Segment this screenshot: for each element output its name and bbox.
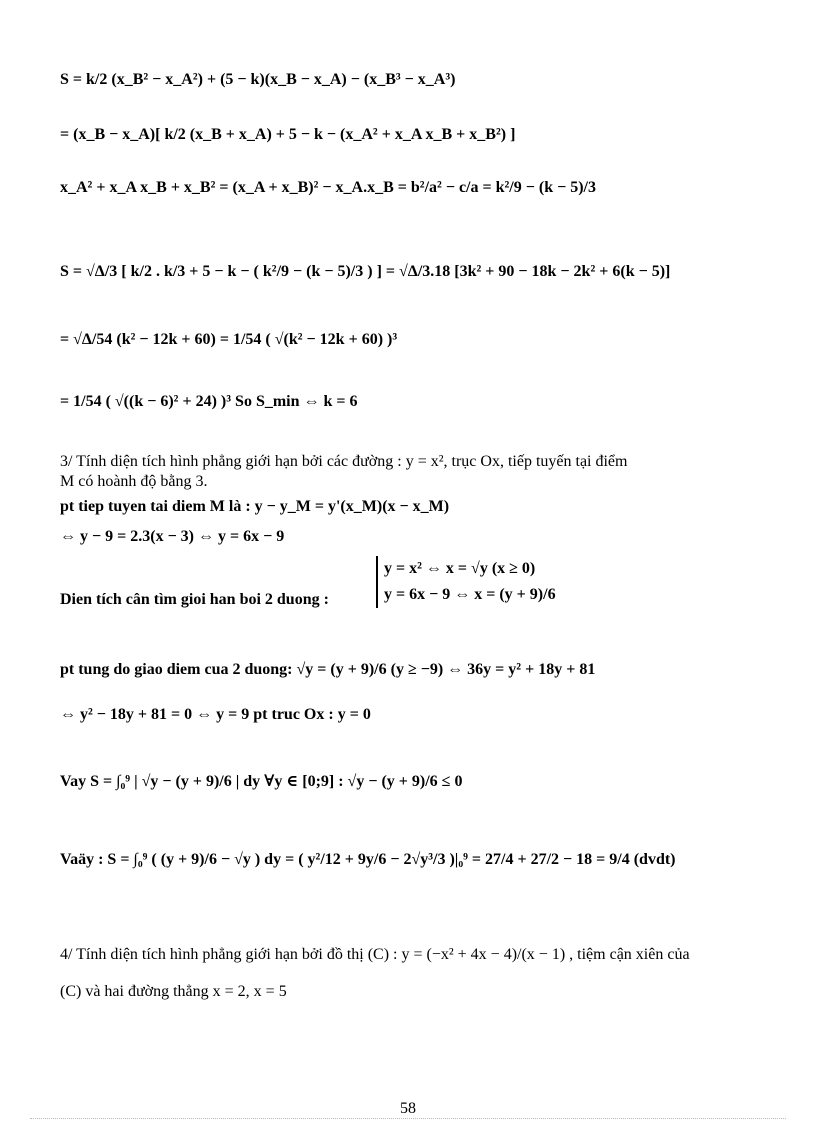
system-of-equations	[376, 556, 556, 608]
equation-5: = √Δ/54 (k² − 12k + 60) = 1/54 ( √(k² − 12k + 60) )³	[60, 331, 398, 348]
equation-11: ⇔ y² − 18y + 81 = 0 ⇔ y = 9 pt truc Ox : y = 0	[60, 706, 371, 723]
equation-12: Vay S = ∫₀⁹ | √y − (y + 9)/6 | dy ∀y ∈ [0;9] : √y − (y + 9)/6 ≤ 0	[60, 773, 463, 790]
equation-1: S = k/2 (x_B² − x_A²) + (5 − k)(x_B − x_A) − (x_B³ − x_A³)	[60, 71, 456, 88]
equation-7: pt tiep tuyen tai diem M là : y − y_M = y'(x_M)(x − x_M)	[60, 498, 450, 515]
problem-3-text-line1: 3/ Tính diện tích hình phẳng giới hạn bởi các đường : y = x², trục Ox, tiếp tuyến tại điểm	[60, 453, 628, 470]
problem-4-text-line1: 4/ Tính diện tích hình phẳng giới hạn bởi đồ thị (C) : y = (−x² + 4x − 4)/(x − 1) , tiệm cận xiên của	[60, 946, 690, 963]
equation-2: = (x_B − x_A)[ k/2 (x_B + x_A) + 5 − k − (x_A² + x_A x_B + x_B²) ]	[60, 126, 516, 143]
problem-3-text-line2: M có hoành độ bằng 3.	[60, 473, 208, 490]
equation-8: ⇔ y − 9 = 2.3(x − 3) ⇔ y = 6x − 9	[60, 528, 285, 545]
page-number: 58	[400, 1100, 416, 1117]
footer-divider	[30, 1118, 786, 1119]
equation-4: S = √Δ/3 [ k/2 . k/3 + 5 − k − ( k²/9 − (k − 5)/3 ) ] = √Δ/3.18 [3k² + 90 − 18k − 2k² + 6(k − 5)]	[60, 263, 671, 280]
equation-10: pt tung do giao diem cua 2 duong: √y = (y + 9)/6 (y ≥ −9) ⇔ 36y = y² + 18y + 81	[60, 661, 596, 678]
problem-4-text-line2: (C) và hai đường thẳng x = 2, x = 5	[60, 983, 287, 1000]
system-line-2: y = 6x − 9 ⇔ x = (y + 9)/6	[384, 586, 556, 603]
equation-3: x_A² + x_A x_B + x_B² = (x_A + x_B)² − x_A.x_B = b²/a² − c/a = k²/9 − (k − 5)/3	[60, 179, 596, 196]
equation-6: = 1/54 ( √((k − 6)² + 24) )³ So S_min ⇔ k = 6	[60, 393, 358, 410]
system-line-1: y = x² ⇔ x = √y (x ≥ 0)	[384, 560, 536, 577]
equation-13: Vaäy : S = ∫₀⁹ ( (y + 9)/6 − √y ) dy = ( y²/12 + 9y/6 − 2√y³/3 )|₀⁹ = 27/4 + 27/2 − 18 = 9/4 (dvdt)	[60, 851, 676, 868]
equation-9-label: Dien tích cân tìm gioi han boi 2 duong :	[60, 591, 329, 608]
